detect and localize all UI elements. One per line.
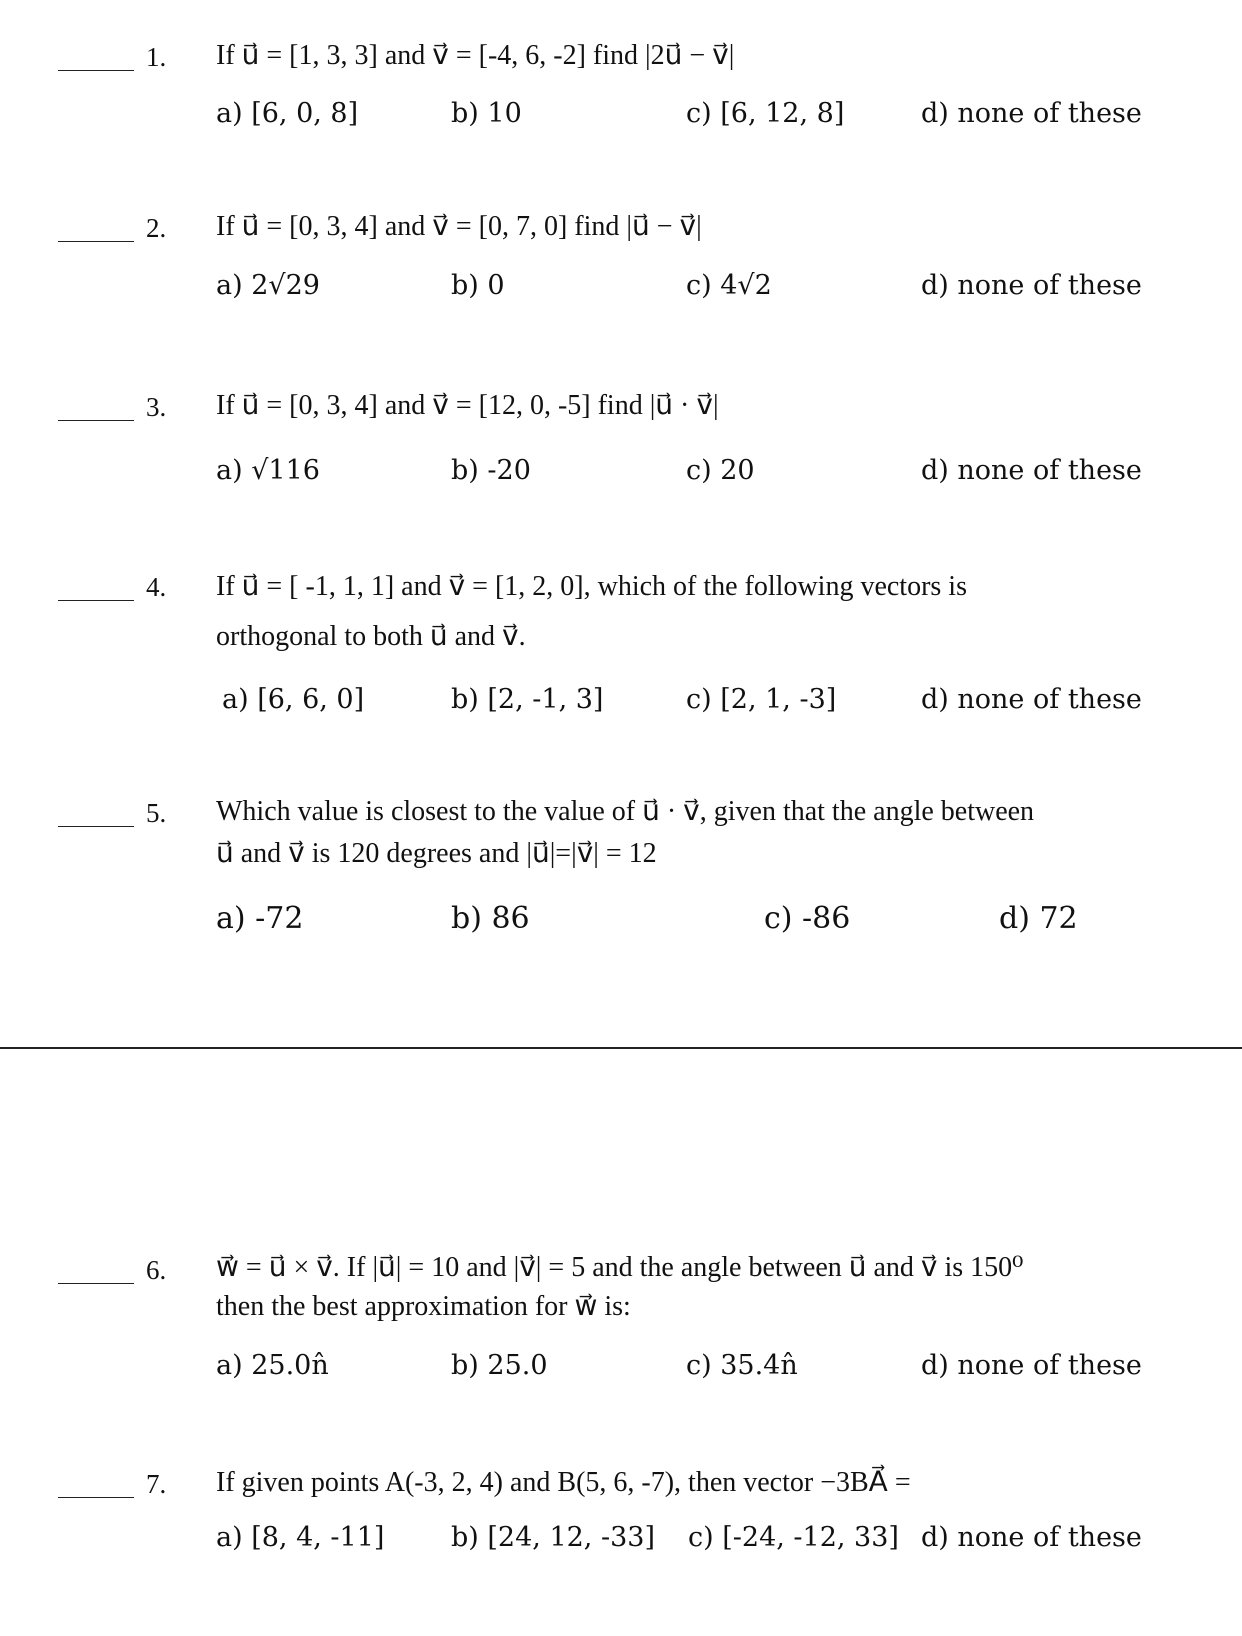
option-d: d) none of these — [921, 270, 1142, 301]
question-number: 3. — [146, 392, 167, 422]
option-a: a) 2√29 — [216, 270, 320, 301]
question-number: 6. — [146, 1255, 167, 1285]
option-c: c) 35.4n̂ — [686, 1350, 798, 1381]
question-stem-line-1: If u⃗ = [ -1, 1, 1] and v⃗ = [1, 2, 0], which of the following vectors is — [216, 571, 967, 602]
option-b: b) 10 — [451, 98, 522, 129]
answer-blank[interactable] — [58, 420, 134, 421]
answer-blank[interactable] — [58, 600, 134, 601]
option-c: c) -86 — [764, 901, 851, 936]
question-number: 2. — [146, 213, 167, 243]
option-c: c) [6, 12, 8] — [686, 98, 845, 129]
answer-blank[interactable] — [58, 70, 134, 71]
option-b: b) [2, -1, 3] — [451, 684, 604, 715]
question-stem: If u⃗ = [0, 3, 4] and v⃗ = [12, 0, -5] find |u⃗ · v⃗| — [216, 390, 719, 421]
answer-blank[interactable] — [58, 826, 134, 827]
question-number: 5. — [146, 798, 167, 828]
option-b: b) 0 — [451, 270, 505, 301]
option-d: d) none of these — [921, 684, 1142, 715]
option-b: b) [24, 12, -33] — [451, 1522, 655, 1553]
option-a: a) √116 — [216, 455, 320, 486]
option-d: d) none of these — [921, 455, 1142, 486]
option-a: a) [6, 6, 0] — [222, 684, 365, 715]
option-d: d) none of these — [921, 1522, 1142, 1553]
question-number: 7. — [146, 1469, 167, 1499]
option-c: c) [2, 1, -3] — [686, 684, 837, 715]
option-a: a) 25.0n̂ — [216, 1350, 329, 1381]
option-b: b) 25.0 — [451, 1350, 548, 1381]
question-stem-line-2: orthogonal to both u⃗ and v⃗. — [216, 621, 526, 652]
option-d: d) none of these — [921, 1350, 1142, 1381]
option-a: a) [8, 4, -11] — [216, 1522, 385, 1553]
question-stem: If given points A(-3, 2, 4) and B(5, 6, -7), then vector −3BA⃗ = — [216, 1467, 911, 1498]
answer-blank[interactable] — [58, 1497, 134, 1498]
question-number: 1. — [146, 42, 167, 72]
question-stem-line-1: Which value is closest to the value of u⃗ · v⃗, given that the angle between — [216, 796, 1035, 827]
option-c: c) 20 — [686, 455, 755, 486]
option-c: c) [-24, -12, 33] — [688, 1522, 899, 1553]
option-a: a) [6, 0, 8] — [216, 98, 359, 129]
option-d: d) none of these — [921, 98, 1142, 129]
question-stem-line-1: w⃗ = u⃗ × v⃗. If |u⃗| = 10 and |v⃗| = 5 and the angle between u⃗ and v⃗ is 150⁰ — [216, 1252, 1024, 1283]
question-stem: If u⃗ = [1, 3, 3] and v⃗ = [-4, 6, -2] find |2u⃗ − v⃗| — [216, 40, 735, 71]
question-number: 4. — [146, 572, 167, 602]
section-divider — [0, 1047, 1242, 1049]
answer-blank[interactable] — [58, 241, 134, 242]
option-a: a) -72 — [216, 901, 304, 936]
option-c: c) 4√2 — [686, 270, 772, 301]
question-stem-line-2: then the best approximation for w⃗ is: — [216, 1291, 631, 1322]
question-stem: If u⃗ = [0, 3, 4] and v⃗ = [0, 7, 0] find |u⃗ − v⃗| — [216, 211, 702, 242]
option-d: d) 72 — [999, 901, 1078, 936]
answer-blank[interactable] — [58, 1283, 134, 1284]
option-b: b) -20 — [451, 455, 531, 486]
question-stem-line-2: u⃗ and v⃗ is 120 degrees and |u⃗|=|v⃗| = 12 — [216, 838, 657, 869]
option-b: b) 86 — [451, 901, 530, 936]
